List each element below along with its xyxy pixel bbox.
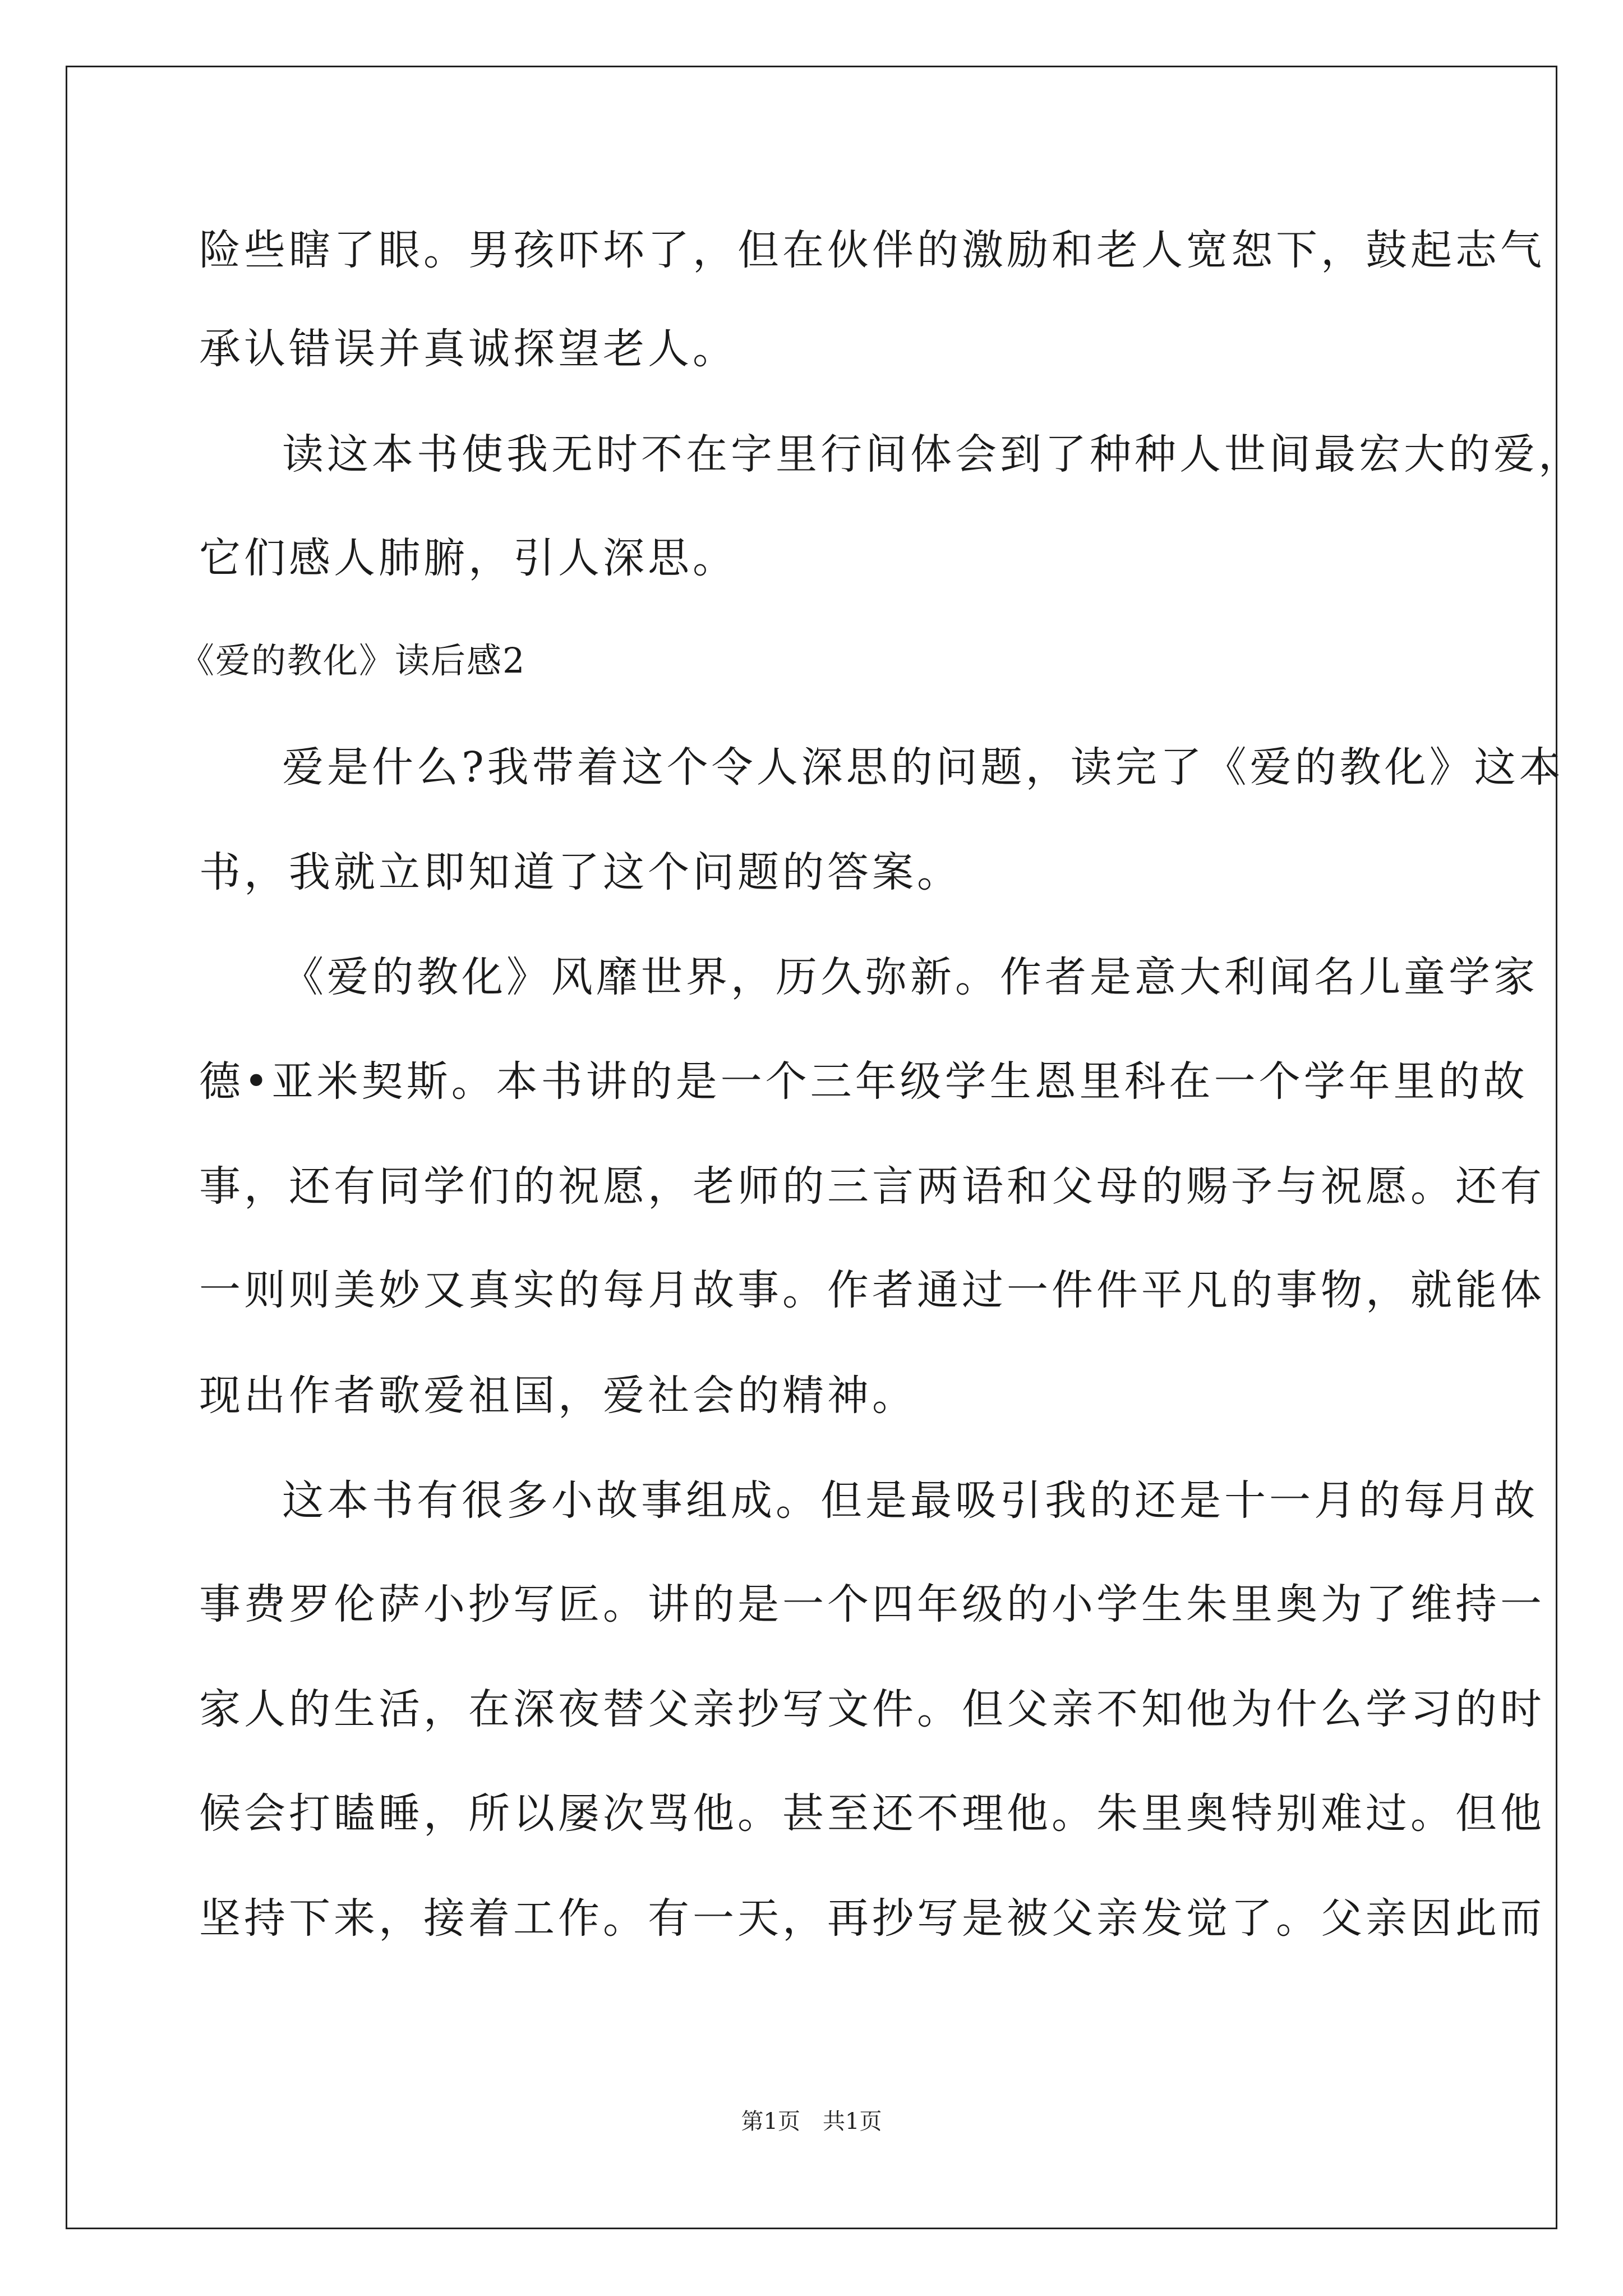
paragraph-line: 坚持下来，接着工作。有一天，再抄写是被父亲发觉了。父亲因此而 (199, 1894, 1545, 1943)
paragraph-line: 家人的生活，在深夜替父亲抄写文件。但父亲不知他为什么学习的时 (199, 1685, 1545, 1733)
paragraph-line: 爱是什么?我带着这个令人深思的问题，读完了《爱的教化》这本 (282, 743, 1564, 792)
paragraph-line: 事费罗伦萨小抄写匠。讲的是一个四年级的小学生朱里奥为了维持一 (199, 1580, 1545, 1628)
paragraph-line: 它们感人肺腑，引人深思。 (199, 534, 737, 582)
section-heading: 《爱的教化》读后感2 (179, 640, 526, 681)
paragraph-line: 《爱的教化》风靡世界，历久弥新。作者是意大利闻名儿童学家 (282, 953, 1538, 1001)
paragraph-line: 现出作者歌爱祖国，爱社会的精神。 (199, 1372, 917, 1420)
paragraph-line: 德•亚米契斯。本书讲的是一个三年级学生恩里科在一个学年里的故 (199, 1057, 1528, 1106)
paragraph-line: 一则则美妙又真实的每月故事。作者通过一件件平凡的事物，就能体 (199, 1266, 1545, 1314)
paragraph-line: 书，我就立即知道了这个问题的答案。 (199, 848, 962, 896)
paragraph-line: 这本书有很多小故事组成。但是最吸引我的还是十一月的每月故 (282, 1476, 1538, 1525)
paragraph-line: 承认错误并真诚探望老人。 (199, 325, 737, 373)
page-footer: 第1页 共1页 (741, 2109, 882, 2134)
paragraph-line: 候会打瞌睡，所以屡次骂他。甚至还不理他。朱里奥特别难过。但他 (199, 1789, 1545, 1838)
paragraph-line: 事，还有同学们的祝愿，老师的三言两语和父母的赐予与祝愿。还有 (199, 1162, 1545, 1211)
paragraph-line: 读这本书使我无时不在字里行间体会到了种种人世间最宏大的爱， (282, 430, 1583, 478)
paragraph-line: 险些瞎了眼。男孩吓坏了，但在伙伴的激励和老人宽恕下，鼓起志气 (199, 226, 1545, 274)
